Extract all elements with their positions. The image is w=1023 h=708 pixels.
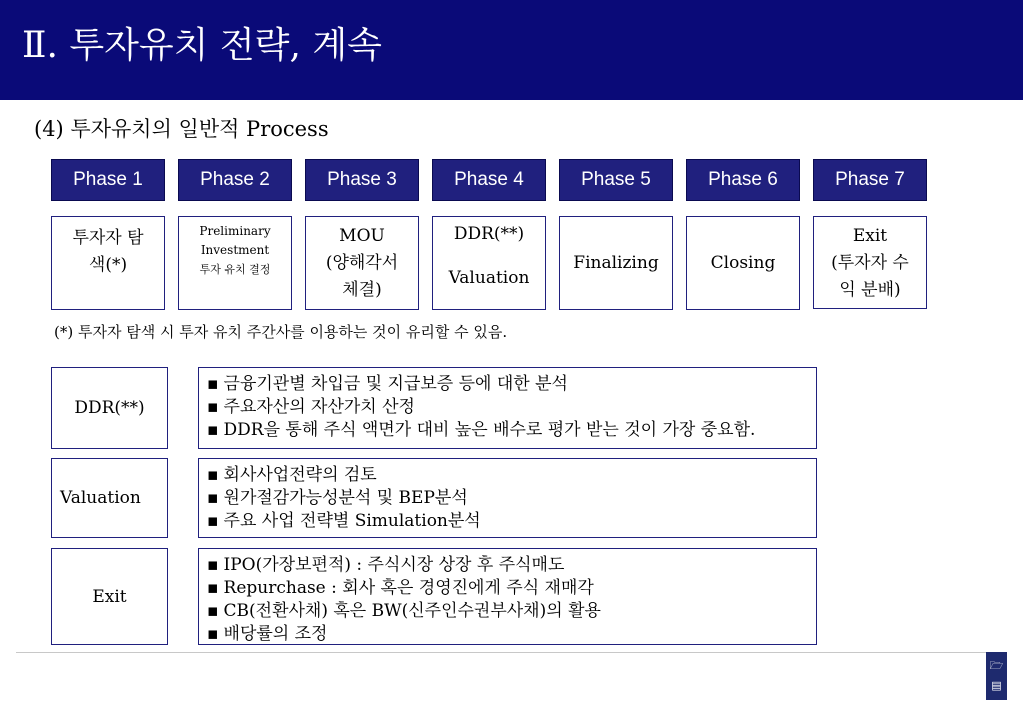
- exit-item: ▪ CB(전환사채) 혹은 BW(신주인수권부사채)의 활용: [207, 600, 808, 623]
- phase-4-header: Phase 4: [432, 159, 546, 201]
- phase-7-line: Exit: [852, 226, 888, 246]
- phase-3-box: [305, 216, 419, 310]
- phase-3-header: Phase 3: [305, 159, 419, 201]
- ddr-item: ▪ 주요자산의 자산가치 산정: [207, 396, 808, 419]
- valuation-item: ▪ 원가절감가능성분석 및 BEP분석: [207, 487, 808, 510]
- valuation-label-box: [51, 458, 168, 538]
- phase-6-line: Closing: [710, 252, 776, 273]
- phase-7-line: 익 분배): [839, 280, 901, 300]
- exit-label: Exit: [92, 586, 127, 607]
- phase-4-box: [432, 216, 546, 310]
- footnote: (*) 투자자 탐색 시 투자 유치 주간사를 이용하는 것이 유리할 수 있음.: [54, 323, 508, 341]
- phase-5-box: [559, 216, 673, 310]
- ddr-item: ▪ DDR을 통해 주식 액면가 대비 높은 배수로 평가 받는 것이 가장 중요함.: [207, 419, 808, 442]
- phase-1-line: 투자자 탐: [72, 228, 144, 248]
- phase-2-line: Preliminary: [199, 224, 271, 238]
- printer-icon[interactable]: ▤: [991, 679, 1002, 692]
- phase-6-box: [686, 216, 800, 310]
- title-bar: [0, 0, 1023, 100]
- phase-7-line: (투자자 수: [831, 253, 909, 273]
- phase-3-line: (양해각서: [325, 252, 399, 273]
- phase-2-box: [178, 216, 292, 310]
- ddr-label-box: [51, 367, 168, 449]
- phase-7-header: Phase 7: [813, 159, 927, 201]
- phase-4-line: DDR(**): [453, 224, 525, 244]
- page-title: Ⅱ. 투자유치 전략, 계속: [22, 25, 382, 66]
- phase-3-line: 체결): [342, 279, 382, 300]
- folder-icon[interactable]: 🗁: [989, 659, 1004, 672]
- section-subtitle: (4) 투자유치의 일반적 Process: [34, 117, 329, 141]
- phase-3-line: MOU: [339, 225, 385, 246]
- ddr-label: DDR(**): [74, 398, 145, 418]
- phase-2-header: Phase 2: [178, 159, 292, 201]
- nav-icon-panel[interactable]: [986, 652, 1007, 700]
- phase-1-line: 색(*): [88, 255, 128, 275]
- ddr-item: ▪ 금융기관별 차입금 및 지급보증 등에 대한 분석: [207, 373, 808, 396]
- valuation-label: Valuation: [60, 488, 141, 508]
- exit-item: ▪ Repurchase : 회사 혹은 경영진에게 주식 재매각: [207, 577, 808, 600]
- ddr-detail-box: [198, 367, 817, 449]
- exit-item: ▪ 배당률의 조정: [207, 623, 808, 646]
- phase-5-header: Phase 5: [559, 159, 673, 201]
- footer-divider: [16, 652, 1007, 653]
- phase-2-line: 투자 유치 결정: [199, 263, 271, 276]
- phase-5-line: Finalizing: [573, 252, 659, 273]
- phase-4-line: Valuation: [448, 268, 530, 288]
- exit-item: ▪ IPO(가장보편적) : 주식시장 상장 후 주식매도: [207, 554, 808, 577]
- valuation-detail-box: [198, 458, 817, 538]
- phase-6-header: Phase 6: [686, 159, 800, 201]
- valuation-item: ▪ 주요 사업 전략별 Simulation분석: [207, 510, 808, 533]
- exit-label-box: [51, 548, 168, 645]
- phase-7-box: [813, 216, 927, 309]
- phase-2-line: Investment: [200, 243, 270, 257]
- valuation-item: ▪ 회사사업전략의 검토: [207, 464, 808, 487]
- exit-detail-box: [198, 548, 817, 645]
- phase-1-header: Phase 1: [51, 159, 165, 201]
- phase-1-box: [51, 216, 165, 310]
